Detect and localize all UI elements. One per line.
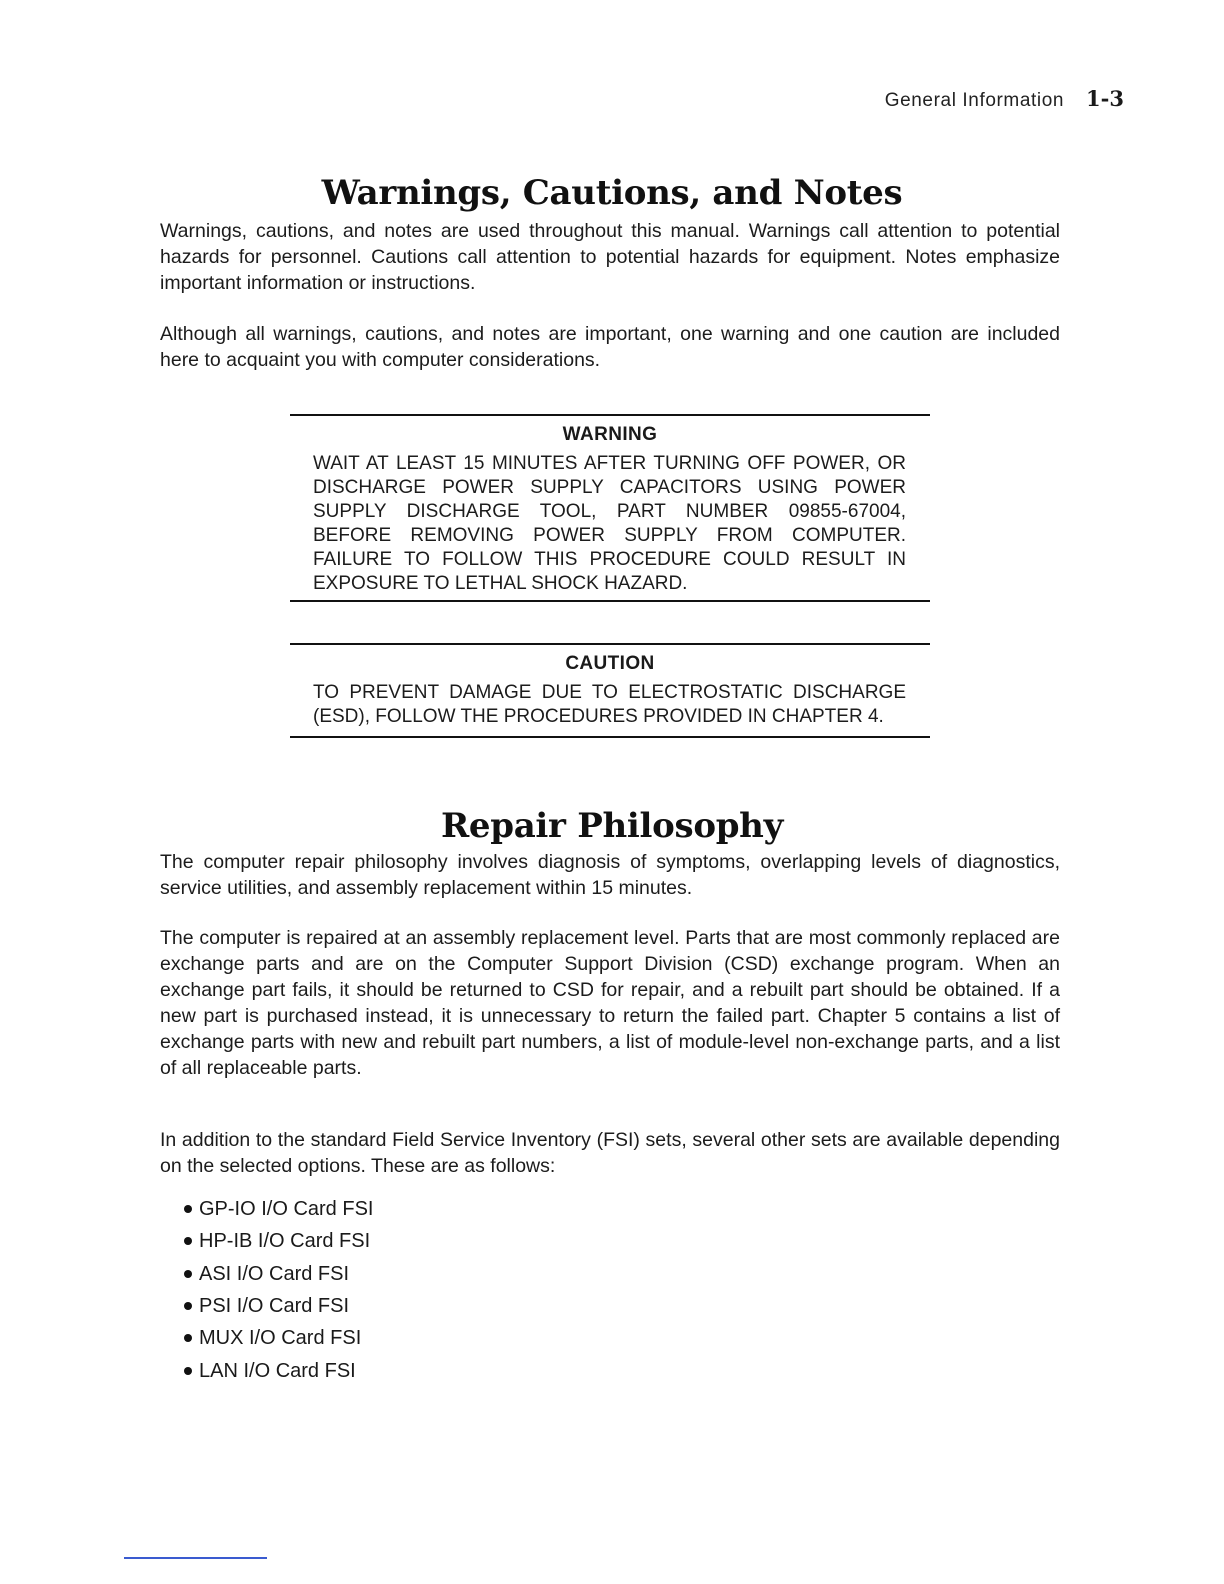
warnings-section-heading: Warnings, Cautions, and Notes [321, 173, 903, 213]
list-item-label: LAN I/O Card FSI [199, 1359, 356, 1382]
caution-title: CAUTION [565, 653, 655, 674]
warnings-intro-paragraph: Warnings, cautions, and notes are used throughout this manual. Warnings call attention to potential hazards for personnel. Cautions call attention to potential hazards for equipment. Notes emphasize important information or instructions. [160, 220, 1060, 294]
list-item-label: GP-IO I/O Card FSI [199, 1198, 374, 1221]
bullet-icon [184, 1334, 192, 1342]
header-section-title: General Information [884, 90, 1065, 111]
list-item [184, 1258, 373, 1290]
fsi-sets-list [184, 1193, 373, 1387]
list-item [184, 1193, 373, 1225]
repair-section-heading: Repair Philosophy [440, 806, 784, 846]
list-item-label: HP-IB I/O Card FSI [199, 1230, 371, 1253]
page-number: 1-3 [1086, 86, 1124, 111]
list-item [184, 1354, 373, 1386]
caution-box [290, 643, 930, 738]
list-item [184, 1322, 373, 1354]
footer-rule [124, 1557, 267, 1559]
bullet-icon [184, 1367, 192, 1375]
bullet-icon [184, 1237, 192, 1245]
caution-text: TO PREVENT DAMAGE DUE TO ELECTROSTATIC DISCHARGE (ESD), FOLLOW THE PROCEDURES PROVIDED IN CHAPTER 4. [313, 682, 906, 727]
running-header [885, 86, 1124, 112]
list-item [184, 1290, 373, 1322]
warning-text: WAIT AT LEAST 15 MINUTES AFTER TURNING OFF POWER, OR DISCHARGE POWER SUPPLY CAPACITORS USING POWER SUPPLY DISCHARGE TOOL, PART NUMBER 09855-67004, BEFORE REMOVING POWER SUPPLY FROM COMPUTER. FAILURE TO FOLLOW THIS PROCEDURE COULD RESULT IN EXPOSURE TO LETHAL SHOCK HAZARD. [313, 453, 906, 594]
warning-box [290, 414, 930, 602]
list-item-label: MUX I/O Card FSI [199, 1327, 362, 1350]
list-item-label: ASI I/O Card FSI [199, 1262, 350, 1285]
list-item-label: PSI I/O Card FSI [199, 1295, 350, 1318]
fsi-sets-paragraph: In addition to the standard Field Service Inventory (FSI) sets, several other sets are available depending on the selected options. These are as follows: [160, 1129, 1060, 1177]
repair-intro-paragraph: The computer repair philosophy involves diagnosis of symptoms, overlapping levels of diagnostics, service utilities, and assembly replacement within 15 minutes. [160, 851, 1060, 899]
warning-title: WARNING [562, 424, 658, 445]
bullet-icon [184, 1270, 192, 1278]
bullet-icon [184, 1302, 192, 1310]
bullet-icon [184, 1205, 192, 1213]
warnings-importance-paragraph: Although all warnings, cautions, and notes are important, one warning and one caution are included here to acquaint you with computer considerations. [160, 323, 1060, 371]
repair-exchange-paragraph: The computer is repaired at an assembly replacement level. Parts that are most commonly replaced are exchange parts and are on the Computer Support Division (CSD) exchange program. When an exchange part fails, it should be returned to CSD for repair, and a rebuilt part should be obtained. If a new part is purchased instead, it is unnecessary to return the failed part. Chapter 5 contains a list of exchange parts with new and rebuilt part numbers, a list of module-level non-exchange parts, and a list of all replaceable parts. [160, 927, 1060, 1079]
list-item [184, 1225, 373, 1257]
